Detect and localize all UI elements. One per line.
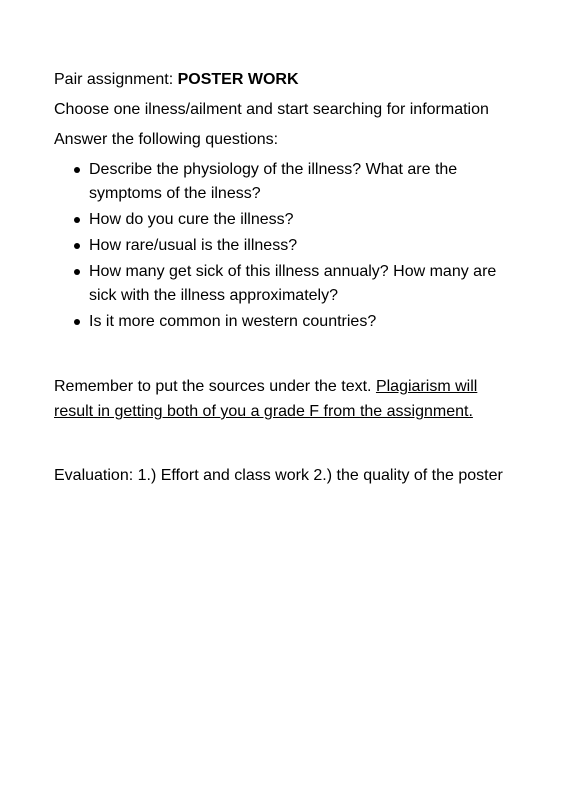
question-text: How do you cure the illness? xyxy=(89,211,294,228)
bullet-icon xyxy=(74,167,80,173)
list-item xyxy=(54,234,514,258)
intro-paragraph: Choose one ilness/ailment and start searching for information xyxy=(54,101,489,118)
questions-list xyxy=(54,158,514,334)
heading-prefix: Pair assignment: xyxy=(54,71,178,88)
question-text: Is it more common in western countries? xyxy=(89,313,377,330)
list-item xyxy=(54,208,514,232)
question-text: How rare/usual is the illness? xyxy=(89,237,298,254)
bullet-icon xyxy=(74,217,80,223)
bullet-icon xyxy=(74,269,80,275)
question-text: Describe the physiology of the illness? What are the symptoms of the ilness? xyxy=(89,161,458,202)
assignment-heading xyxy=(54,68,514,92)
bullet-icon xyxy=(74,243,80,249)
question-text: How many get sick of this illness annualy? How many are sick with the illness approximately? xyxy=(89,263,497,304)
bullet-icon xyxy=(74,319,80,325)
heading-bold-title: POSTER WORK xyxy=(177,71,299,88)
questions-prompt: Answer the following questions: xyxy=(54,131,279,148)
evaluation-criteria: Evaluation: 1.) Effort and class work 2.) the quality of the poster xyxy=(54,467,503,484)
list-item xyxy=(54,158,514,206)
plagiarism-warning: Plagiarism will result in getting both of you a grade F from the assignment. xyxy=(54,378,478,420)
document-body xyxy=(54,68,514,488)
sources-reminder xyxy=(54,374,514,424)
list-item xyxy=(54,260,514,308)
sources-instruction: Remember to put the sources under the text. xyxy=(54,378,376,395)
list-item xyxy=(54,310,514,334)
